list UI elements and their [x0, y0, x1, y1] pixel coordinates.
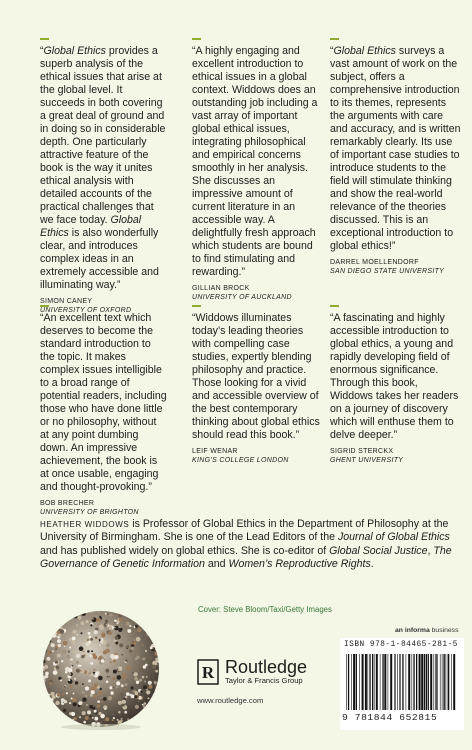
informa-business: business	[429, 627, 459, 634]
quote-accent-bar	[330, 38, 339, 40]
quote-author: SIMON CANEY	[40, 298, 93, 305]
book-title: The Governance of Genetic Information	[40, 544, 452, 571]
quote-text: “A highly engaging and excellent introduction to ethical issues in a global context. Widdows does an outstanding job including a vast array of important global ethical issues, integrating philosophical and empirical concerns smoothly in her analysis. She discusses an impressive amount of current literature in an accessible way. A delightfully fresh approach which students are bound to find stimulating and rewarding.”	[192, 45, 318, 278]
informa-name: an informa	[395, 627, 430, 634]
bio-text: and has published widely on global ethics. She is co-editor of	[40, 544, 330, 557]
bio-text: ,	[427, 544, 434, 557]
quote-accent-bar	[330, 305, 339, 307]
endorsement-quote	[192, 305, 320, 465]
isbn-barcode	[340, 638, 464, 730]
bio-text: .	[370, 558, 374, 571]
barcode-bars	[346, 654, 458, 710]
quote-text: “A fascinating and highly accessible introduction to global ethics, a young and rapidly developing field of enormous significance. Through this book, Widdows takes her readers on a journey of discovery which will enthuse them to delve deeper.”	[330, 312, 459, 441]
quote-text: “Global Ethics provides a superb analysis of the ethical issues that arise at the global level. It succeeds in both covering a great deal of ground and in doing so in considerable depth. One particularly attractive feature of the book is the way it unites ethical analysis with detailed accounts of the practical challenges that we face today. Global Ethics is also wonderfully clear, and introduces complex ideas in an extremely accessible and illuminating way.”	[40, 45, 166, 291]
barcode-number: 9 781844 652815	[342, 712, 438, 723]
book-title: Women’s Reproductive Rights	[228, 558, 371, 571]
endorsement-quote	[192, 38, 320, 302]
bio-text: is Professor of Global Ethics in the Department of Philosophy at the University of Birmingham. She is one of the Lead Editors of the	[40, 518, 449, 544]
quote-affiliation: KING’S COLLEGE LONDON	[192, 457, 289, 464]
quote-accent-bar	[192, 38, 201, 40]
crowd-globe-image	[40, 608, 162, 730]
quote-affiliation: UNIVERSITY OF OXFORD	[40, 307, 132, 314]
quote-text: “An excellent text which deserves to become the standard introduction to the topic. It makes complex issues intelligible to a broad range of potential readers, including those who have done little or no philosophy, without at any point dumbing down. An impressive achievement, the book is at once usable, engaging and thought-provoking.”	[40, 312, 167, 493]
endorsement-quote	[330, 38, 462, 276]
author-bio	[40, 518, 460, 572]
author-name: HEATHER WIDDOWS	[40, 520, 130, 529]
routledge-mark-icon	[197, 659, 219, 685]
publisher-group: Taylor & Francis Group	[225, 676, 303, 685]
quote-accent-bar	[40, 38, 49, 40]
informa-tagline	[395, 627, 458, 634]
quote-accent-bar	[192, 305, 201, 307]
quote-accent-bar	[40, 305, 49, 307]
publisher-name: Routledge	[225, 657, 308, 677]
routledge-mark-letter: R	[201, 662, 215, 682]
isbn-label: ISBN 978-1-84465-281-5	[344, 641, 458, 649]
bio-text: and	[204, 558, 229, 571]
publisher-url: www.routledge.com	[197, 696, 264, 705]
quote-author: SIGRID STERCKX	[330, 448, 394, 455]
endorsement-quote	[40, 305, 168, 517]
quote-affiliation: UNIVERSITY OF BRIGHTON	[40, 509, 139, 516]
endorsement-quote	[40, 38, 166, 315]
quote-author: BOB BRECHER	[40, 500, 95, 507]
quote-author: DARREL MOELLENDORF	[330, 259, 419, 266]
publisher-logo	[197, 658, 307, 685]
quote-author: GILLIAN BROCK	[192, 285, 250, 292]
quote-affiliation: UNIVERSITY OF AUCKLAND	[192, 294, 292, 301]
quote-text: “Global Ethics surveys a vast amount of work on the subject, offers a comprehensive introduction to its themes, represents the arguments with care and accuracy, and is written remarkably clearly. Its use of important case studies to introduce students to the field will stimulate thinking and show the real-world relevance of the theories discussed. This is an exceptional introduction to global ethics!”	[330, 45, 461, 252]
journal-title: Journal of Global Ethics	[337, 531, 450, 544]
book-title: Global Social Justice	[329, 544, 428, 557]
quote-affiliation: GHENT UNIVERSITY	[330, 457, 404, 464]
endorsement-quote	[330, 305, 462, 465]
quote-text: “Widdows illuminates today’s leading theories with compelling case studies, expertly blending philosophy and practice. Those looking for a vivid and accessible overview of the best contemporary thinking about global ethics should read this book.”	[192, 312, 320, 441]
quote-affiliation: SAN DIEGO STATE UNIVERSITY	[330, 268, 445, 275]
quote-author: LEIF WENAR	[192, 448, 238, 455]
cover-credit: Cover: Steve Bloom/Taxi/Getty Images	[198, 605, 332, 614]
